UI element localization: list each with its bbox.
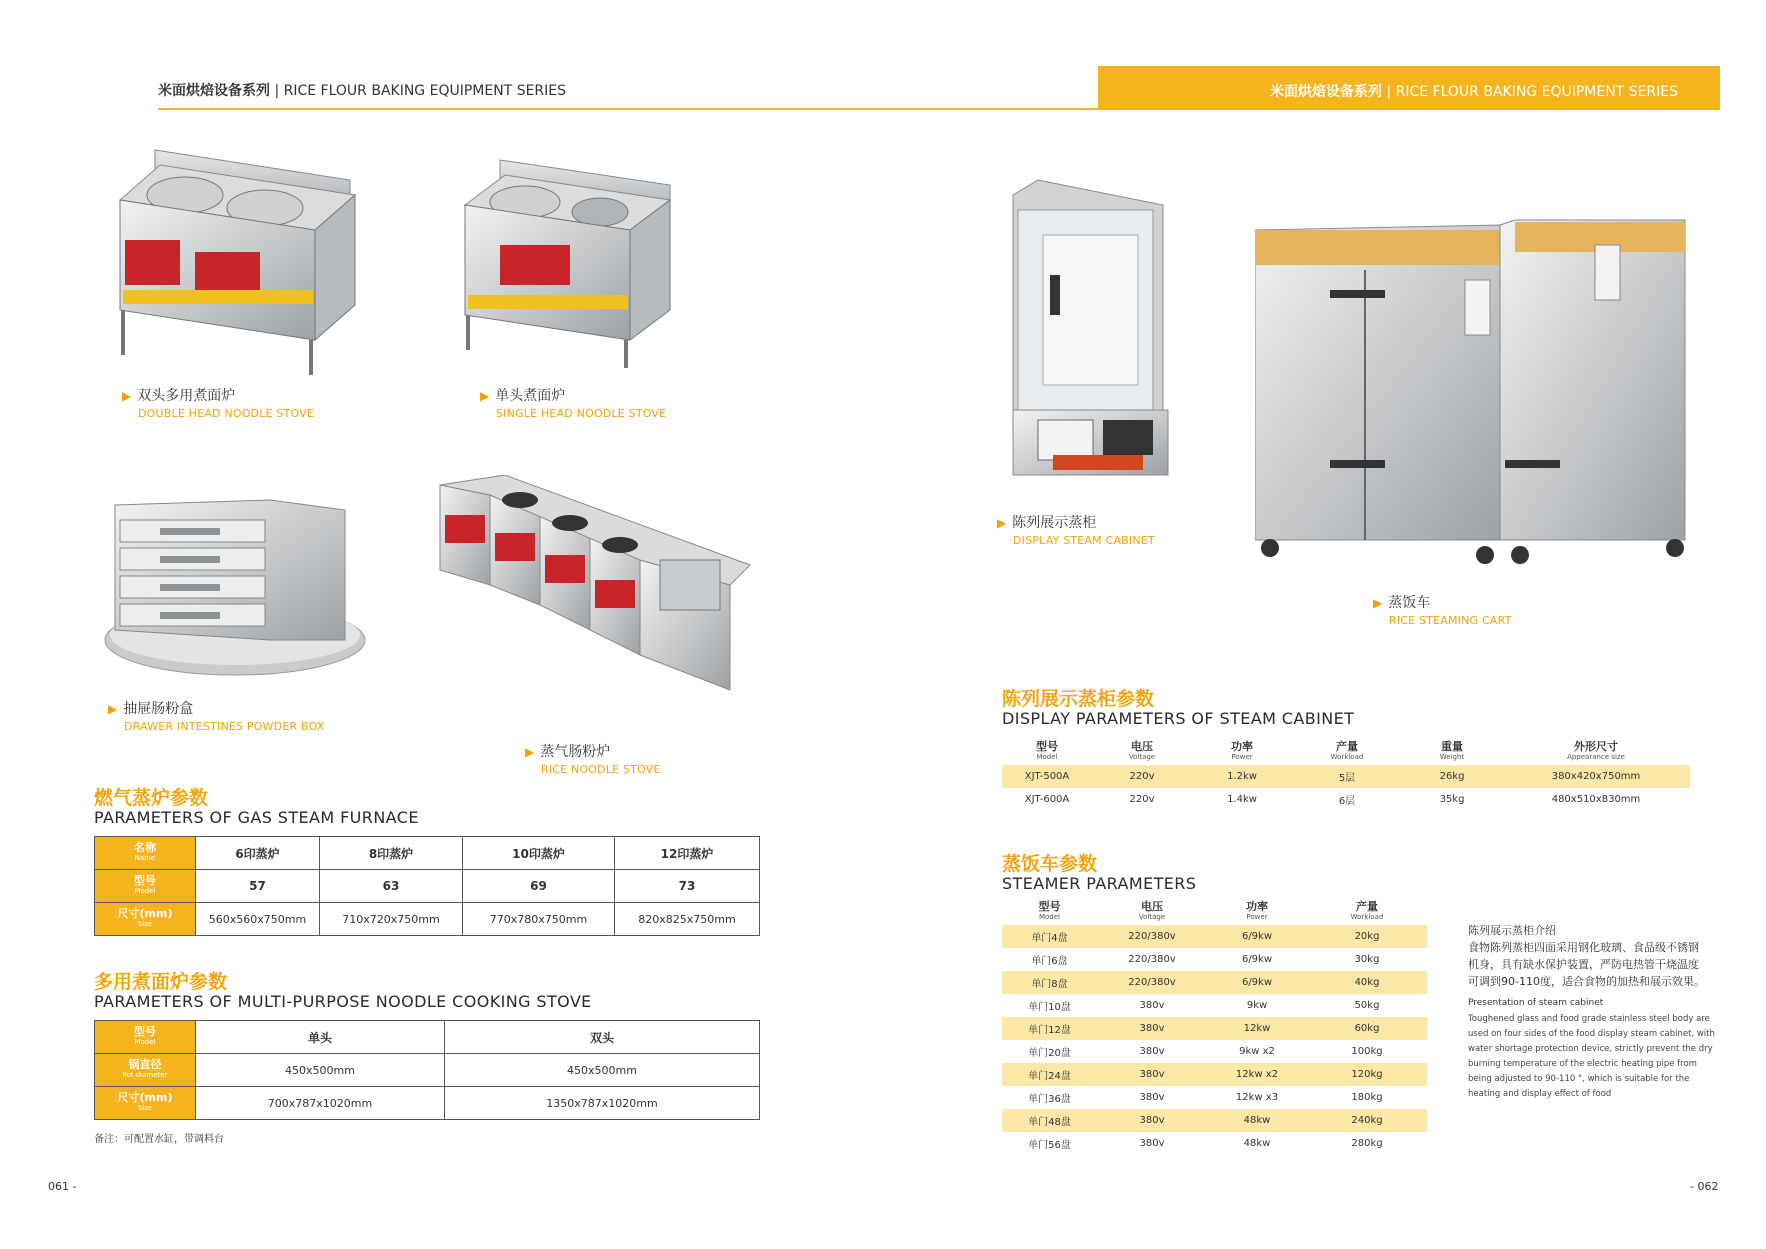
header-right: [1270, 81, 1678, 101]
table-cell: 380v: [1139, 1092, 1165, 1103]
table-cell: 69: [463, 870, 615, 903]
header-left-en: | RICE FLOUR BAKING EQUIPMENT SERIES: [270, 83, 567, 99]
table-cell: 220v: [1129, 794, 1155, 805]
table-row: [1002, 1063, 1427, 1086]
row-header: 尺寸(mm) Size: [95, 1087, 196, 1120]
table-cell: 12kw x3: [1235, 1092, 1279, 1103]
table-row: [1002, 948, 1427, 971]
table-row: [1002, 971, 1427, 994]
caption-display-cabinet: [997, 512, 1155, 547]
table-cell: 220/380v: [1128, 931, 1176, 942]
table-row: [1002, 1040, 1427, 1063]
table-cell: 50kg: [1354, 1000, 1380, 1011]
intro-title-cn: 陈列展示蒸柜介绍: [1468, 924, 1556, 937]
intro-body-en: Toughened glass and food grade stainless steel body are used on four sides of the food display steam cabinet, with water shortage protection device, strictly prevent the dry burning temperature of the electric heating pipe from being adjusted to 90-110 °, which is suitable for the heating and display effect of food: [1468, 1014, 1715, 1099]
table-cell: 12kw: [1243, 1023, 1271, 1034]
caption-single-head: [480, 385, 666, 420]
intro-block: [1468, 922, 1718, 1102]
table-cell: 73: [615, 870, 760, 903]
table-cell: 5层: [1338, 773, 1356, 784]
table-cell: XJT-500A: [1024, 771, 1070, 782]
noodle-stove-note: 备注：可配置水缸，带调料台: [94, 1134, 224, 1145]
table-cell: 180kg: [1351, 1092, 1383, 1103]
table-cell: 820x825x750mm: [615, 903, 760, 936]
table-cell: 单头: [196, 1021, 445, 1054]
table-cell: 48kw: [1243, 1138, 1271, 1149]
table-row: [1002, 925, 1427, 948]
table-cell: 560x560x750mm: [196, 903, 320, 936]
table-cell: 120kg: [1351, 1069, 1383, 1080]
table-cell: 单门48盘: [1028, 1117, 1071, 1128]
caption-en: SINGLE HEAD NOODLE STOVE: [496, 407, 667, 420]
table-body: [1002, 925, 1427, 1155]
table-cell: 单门56盘: [1028, 1140, 1071, 1151]
table-row: [95, 903, 760, 936]
caption-arrow-icon: ▶: [525, 745, 535, 759]
caption-cn: 蒸饭车: [1388, 595, 1431, 611]
double-head-stove-image: [115, 140, 360, 380]
gas-furnace-title-cn: 燃气蒸炉参数: [94, 787, 209, 809]
table-row: [1002, 994, 1427, 1017]
caption-arrow-icon: ▶: [122, 389, 132, 403]
table-cell: 100kg: [1351, 1046, 1383, 1057]
table-cell: 1350x787x1020mm: [445, 1087, 760, 1120]
table-cell: 1.2kw: [1227, 771, 1257, 782]
column-header: 型号 Model: [1038, 900, 1061, 921]
steamer-params-title-cn: 蒸饭车参数: [1002, 853, 1098, 875]
table-cell: 35kg: [1439, 794, 1465, 805]
table-cell: 450x500mm: [196, 1054, 445, 1087]
table-cell: 6/9kw: [1241, 977, 1273, 988]
table-row: [95, 1054, 760, 1087]
table-cell: 6印蒸炉: [196, 837, 320, 870]
table-cell: 480x510x830mm: [1551, 794, 1641, 805]
table-cell: 220v: [1129, 771, 1155, 782]
header-left-cn: 米面烘焙设备系列: [158, 83, 270, 99]
table-cell: 6层: [1338, 796, 1356, 807]
table-cell: 700x787x1020mm: [196, 1087, 445, 1120]
table-row: [95, 870, 760, 903]
table-cell: 12kw x2: [1235, 1069, 1279, 1080]
table-cell: 40kg: [1354, 977, 1380, 988]
rice-noodle-stove-image: [430, 475, 760, 740]
table-body: [1002, 765, 1690, 811]
intro-body-cn: 食物陈列蒸柜四面采用钢化玻璃、食品级不锈钢机身，具有缺水保护装置，严防电热管干烧温度可调到90-110度，适合食物的加热和展示效果。: [1468, 941, 1705, 988]
caption-arrow-icon: ▶: [997, 516, 1007, 530]
row-header: 尺寸(mm) Size: [95, 903, 196, 936]
caption-en: DISPLAY STEAM CABINET: [1013, 534, 1155, 547]
caption-en: RICE STEAMING CART: [1389, 614, 1512, 627]
row-header: 型号 Model: [95, 870, 196, 903]
header-right-cn: 米面烘焙设备系列: [1270, 84, 1382, 100]
table-row: [1002, 1086, 1427, 1109]
column-header: 产量 Workload: [1350, 900, 1384, 921]
gas-furnace-title-en: PARAMETERS OF GAS STEAM FURNACE: [94, 808, 419, 827]
caption-arrow-icon: ▶: [108, 702, 118, 716]
table-cell: 48kw: [1243, 1115, 1271, 1126]
row-header: 锅直径 Pot diameter: [95, 1054, 196, 1087]
table-cell: 57: [196, 870, 320, 903]
table-cell: 380v: [1139, 1115, 1165, 1126]
table-cell: 9kw x2: [1239, 1046, 1275, 1057]
table-cell: 60kg: [1354, 1023, 1380, 1034]
noodle-stove-table: [94, 1020, 760, 1120]
table-cell: 770x780x750mm: [463, 903, 615, 936]
table-cell: 6/9kw: [1241, 954, 1273, 965]
drawer-box-image: [100, 490, 370, 680]
table-cell: 380v: [1139, 1046, 1165, 1057]
table-row: [95, 1087, 760, 1120]
caption-cn: 抽屉肠粉盒: [123, 701, 194, 717]
steamer-params-table: [1002, 901, 1427, 1155]
column-header: 外形尺寸 Appearance size: [1567, 740, 1625, 761]
header-left: [158, 80, 566, 100]
caption-en: DOUBLE HEAD NOODLE STOVE: [138, 407, 315, 420]
caption-rice-cart: [1373, 592, 1512, 627]
gas-furnace-table: [94, 836, 760, 936]
table-cell: 380v: [1139, 1069, 1165, 1080]
table-cell: 单门12盘: [1028, 1025, 1071, 1036]
table-cell: 380v: [1139, 1138, 1165, 1149]
table-cell: XJT-600A: [1024, 794, 1070, 805]
column-header: 功率 Power: [1246, 900, 1268, 921]
column-header: 型号 Model: [1036, 740, 1058, 761]
table-cell: 双头: [445, 1021, 760, 1054]
caption-cn: 双头多用煮面炉: [137, 388, 236, 404]
column-header: 电压 Voltage: [1138, 900, 1166, 921]
page-number-left: 061 -: [48, 1180, 77, 1193]
table-cell: 单门20盘: [1028, 1048, 1071, 1059]
table-cell: 380x420x750mm: [1551, 771, 1641, 782]
table-cell: 380v: [1139, 1000, 1165, 1011]
page-number-right: - 062: [1690, 1180, 1719, 1193]
caption-en: RICE NOODLE STOVE: [541, 763, 661, 776]
table-cell: 8印蒸炉: [320, 837, 463, 870]
caption-cn: 蒸气肠粉炉: [540, 744, 611, 760]
table-row: [95, 1021, 760, 1054]
table-cell: 12印蒸炉: [615, 837, 760, 870]
row-header: 型号 Model: [95, 1021, 196, 1054]
display-params-table: [1002, 741, 1690, 811]
table-cell: 6/9kw: [1241, 931, 1273, 942]
table-row: [95, 837, 760, 870]
column-header: 电压 Voltage: [1128, 740, 1156, 761]
table-cell: 单门36盘: [1028, 1094, 1071, 1105]
table-row: [1002, 1132, 1427, 1155]
table-cell: 280kg: [1351, 1138, 1383, 1149]
column-header: 功率 Power: [1231, 740, 1253, 761]
table-header-row: [1002, 901, 1427, 925]
caption-cn: 陈列展示蒸柜: [1012, 515, 1097, 531]
table-cell: 单门8盘: [1031, 979, 1068, 990]
table-cell: 10印蒸炉: [463, 837, 615, 870]
noodle-stove-title-en: PARAMETERS OF MULTI-PURPOSE NOODLE COOKING STOVE: [94, 992, 592, 1011]
table-row: [1002, 788, 1690, 811]
table-cell: 220/380v: [1128, 977, 1176, 988]
table-cell: 450x500mm: [445, 1054, 760, 1087]
caption-rice-noodle: [525, 741, 661, 776]
table-cell: 710x720x750mm: [320, 903, 463, 936]
table-cell: 220/380v: [1128, 954, 1176, 965]
table-row: [1002, 1017, 1427, 1040]
caption-cn: 单头煮面炉: [495, 388, 566, 404]
table-cell: 1.4kw: [1227, 794, 1257, 805]
caption-arrow-icon: ▶: [480, 389, 490, 403]
column-header: 重量 Weight: [1439, 740, 1465, 761]
table-cell: 240kg: [1351, 1115, 1383, 1126]
caption-double-head: [122, 385, 314, 420]
display-params-title-cn: 陈列展示蒸柜参数: [1002, 688, 1155, 710]
table-cell: 单门10盘: [1028, 1002, 1071, 1013]
display-params-title-en: DISPLAY PARAMETERS OF STEAM CABINET: [1002, 709, 1355, 728]
noodle-stove-title-cn: 多用煮面炉参数: [94, 971, 228, 993]
table-cell: 380v: [1139, 1023, 1165, 1034]
row-header: 名称 Name: [95, 837, 196, 870]
table-cell: 9kw: [1246, 1000, 1268, 1011]
column-header: 产量 Workload: [1330, 740, 1364, 761]
table-cell: 26kg: [1439, 771, 1465, 782]
caption-drawer-box: [108, 698, 324, 733]
table-cell: 单门4盘: [1031, 933, 1068, 944]
table-cell: 单门6盘: [1031, 956, 1068, 967]
steamer-params-title-en: STEAMER PARAMETERS: [1002, 874, 1197, 893]
table-row: [1002, 1109, 1427, 1132]
header-right-en: | RICE FLOUR BAKING EQUIPMENT SERIES: [1382, 84, 1679, 100]
display-cabinet-image: [998, 175, 1183, 490]
table-cell: 63: [320, 870, 463, 903]
rice-cart-image: [1255, 210, 1690, 570]
header-divider: [158, 108, 1098, 110]
table-header-row: [1002, 741, 1690, 765]
caption-en: DRAWER INTESTINES POWDER BOX: [124, 720, 325, 733]
single-head-stove-image: [460, 150, 680, 375]
intro-title-en: Presentation of steam cabinet: [1468, 998, 1604, 1008]
caption-arrow-icon: ▶: [1373, 596, 1383, 610]
table-cell: 20kg: [1354, 931, 1380, 942]
table-cell: 单门24盘: [1028, 1071, 1071, 1082]
table-cell: 30kg: [1354, 954, 1380, 965]
table-row: [1002, 765, 1690, 788]
